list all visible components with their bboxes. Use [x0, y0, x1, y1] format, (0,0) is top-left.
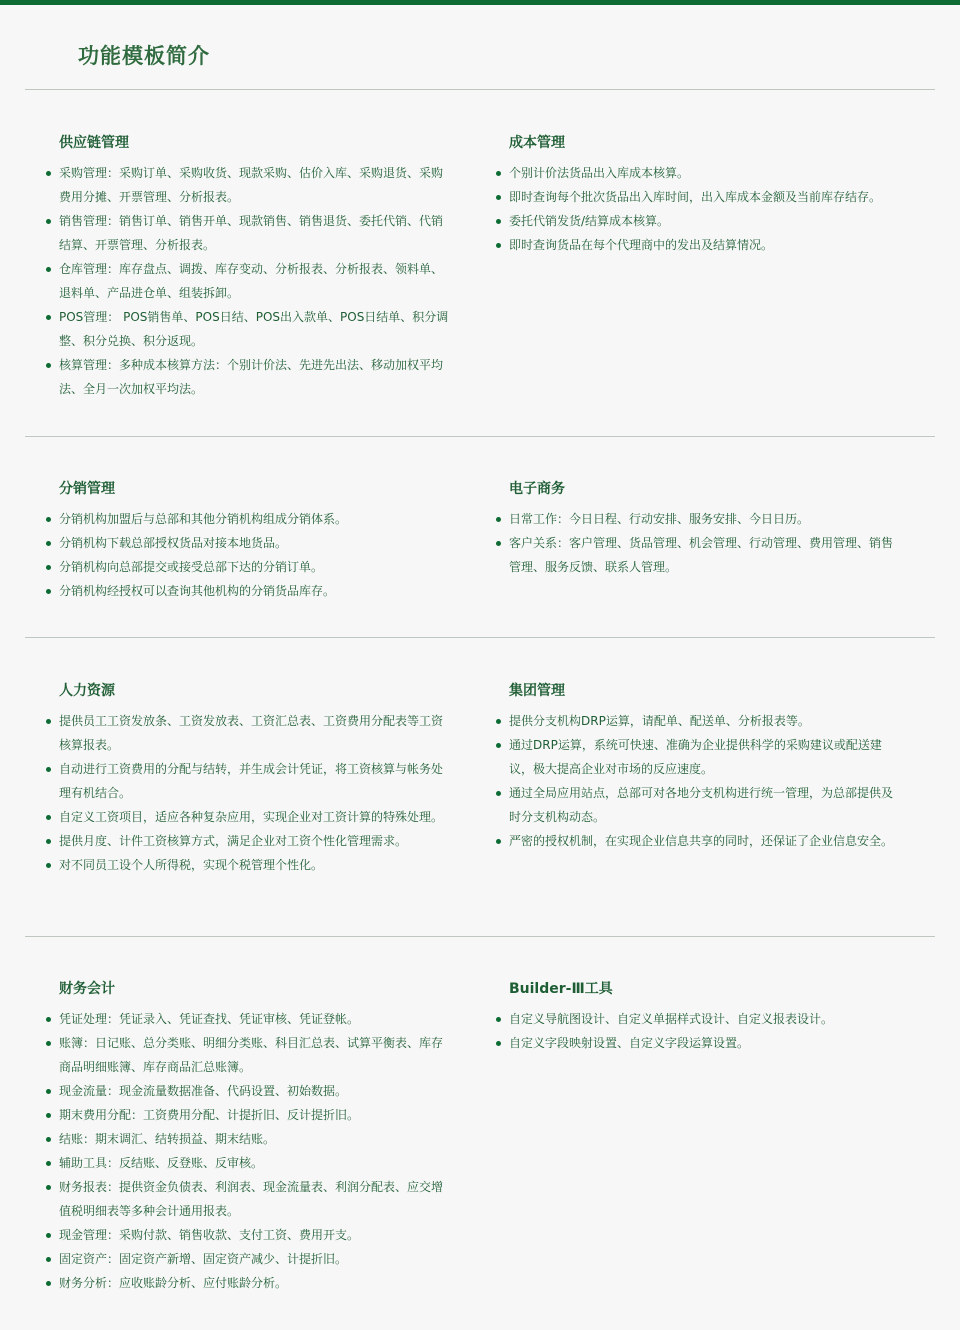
bullet-icon [496, 243, 501, 248]
item-text: 现金流量：现金流量数据准备、代码设置、初始数据。 [59, 1084, 348, 1098]
item-text: 自定义导航图设计、自定义单据样式设计、自定义报表设计。 [509, 1012, 834, 1026]
bullet-icon [496, 1041, 501, 1046]
feature-list [59, 1007, 449, 1295]
item-text: 分销机构经授权可以查询其他机构的分销货品库存。 [59, 584, 336, 598]
bullet-icon [46, 1089, 51, 1094]
bullet-icon [46, 767, 51, 772]
bullet-icon [46, 171, 51, 176]
item-text: 自定义工资项目，适应各种复杂应用，实现企业对工资计算的特殊处理。 [59, 810, 444, 824]
bullet-icon [46, 1281, 51, 1286]
list-item [509, 185, 899, 209]
list-item [59, 805, 449, 829]
item-text: 财务报表：提供资金负债表、利润表、现金流量表、利润分配表、应交增值税明细表等多种会计通用报表。 [59, 1180, 444, 1218]
bullet-icon [496, 1017, 501, 1022]
item-text: 即时查询货品在每个代理商中的发出及结算情况。 [509, 238, 774, 252]
bullet-icon [46, 565, 51, 570]
bullet-icon [46, 1233, 51, 1238]
item-text: 账簿：日记账、总分类账、明细分类账、科目汇总表、试算平衡表、库存商品明细账簿、库存商品汇总账簿。 [59, 1036, 444, 1074]
bullet-icon [46, 267, 51, 272]
bullet-icon [46, 839, 51, 844]
feature-list [59, 161, 449, 401]
list-item [59, 757, 449, 805]
section-divider [25, 436, 935, 437]
item-text: 仓库管理：库存盘点、调拨、库存变动、分析报表、分析报表、领料单、退料单、产品进仓单、组装拆卸。 [59, 262, 444, 300]
item-text: 分销机构加盟后与总部和其他分销机构组成分销体系。 [59, 512, 348, 526]
list-item [509, 1031, 899, 1055]
item-text: POS管理： POS销售单、POS日结、POS出入款单、POS日结单、积分调整、积分兑换、积分返现。 [59, 310, 449, 348]
item-text: 提供分支机构DRP运算，请配单、配送单、分析报表等。 [509, 714, 810, 728]
page-title: 功能模板简介 [78, 44, 210, 68]
list-item [59, 1007, 449, 1031]
item-text: 严密的授权机制，在实现企业信息共享的同时，还保证了企业信息安全。 [509, 834, 894, 848]
list-item [59, 829, 449, 853]
list-item [509, 1007, 899, 1031]
feature-list [509, 161, 899, 257]
list-item [59, 1079, 449, 1103]
item-text: 个别计价法货品出入库成本核算。 [509, 166, 690, 180]
list-item [59, 1223, 449, 1247]
feature-list [509, 1007, 899, 1055]
list-item [59, 209, 449, 257]
bullet-icon [496, 719, 501, 724]
list-item [59, 853, 449, 877]
list-item [59, 531, 449, 555]
section-divider [25, 637, 935, 638]
item-text: 销售管理：销售订单、销售开单、现款销售、销售退货、委托代销、代销结算、开票管理、分析报表。 [59, 214, 444, 252]
item-text: 采购管理：采购订单、采购收货、现款采购、估价入库、采购退货、采购费用分摊、开票管理、分析报表。 [59, 166, 444, 204]
section-divider [25, 89, 935, 90]
list-item [509, 781, 899, 829]
list-item [59, 257, 449, 305]
section-title: 人力资源 [59, 683, 115, 699]
section-title: 供应链管理 [59, 135, 129, 151]
bullet-icon [496, 839, 501, 844]
bullet-icon [46, 1017, 51, 1022]
list-item [59, 353, 449, 401]
list-item [59, 161, 449, 209]
item-text: 财务分析：应收账龄分析、应付账龄分析。 [59, 1276, 288, 1290]
item-text: 提供员工工资发放条、工资发放表、工资汇总表、工资费用分配表等工资核算报表。 [59, 714, 444, 752]
item-text: 分销机构向总部提交或接受总部下达的分销订单。 [59, 560, 324, 574]
list-item [59, 579, 449, 603]
item-text: 客户关系：客户管理、货品管理、机会管理、行动管理、费用管理、销售管理、服务反馈、联系人管理。 [509, 536, 894, 574]
item-text: 核算管理：多种成本核算方法：个别计价法、先进先出法、移动加权平均法、全月一次加权平均法。 [59, 358, 444, 396]
bullet-icon [46, 1113, 51, 1118]
list-item [509, 233, 899, 257]
item-text: 期末费用分配：工资费用分配、计提折旧、反计提折旧。 [59, 1108, 360, 1122]
bullet-icon [46, 1137, 51, 1142]
list-item [59, 1127, 449, 1151]
item-text: 自动进行工资费用的分配与结转，并生成会计凭证，将工资核算与帐务处理有机结合。 [59, 762, 444, 800]
item-text: 凭证处理：凭证录入、凭证查找、凭证审核、凭证登帐。 [59, 1012, 360, 1026]
bullet-icon [496, 171, 501, 176]
section-human-resources [59, 681, 449, 877]
bullet-icon [46, 815, 51, 820]
bullet-icon [46, 541, 51, 546]
item-text: 委托代销发货/结算成本核算。 [509, 214, 670, 228]
item-text: 即时查询每个批次货品出入库时间，出入库成本金额及当前库存结存。 [509, 190, 882, 204]
section-title: 分销管理 [59, 481, 115, 497]
section-title: 集团管理 [509, 683, 565, 699]
list-item [59, 507, 449, 531]
bullet-icon [496, 219, 501, 224]
section-divider [25, 936, 935, 937]
section-e-commerce [509, 479, 899, 579]
section-title: 电子商务 [509, 481, 565, 497]
item-text: 提供月度、计件工资核算方式，满足企业对工资个性化管理需求。 [59, 834, 408, 848]
list-item [59, 1271, 449, 1295]
section-title: Builder-Ⅲ工具 [509, 981, 613, 997]
bullet-icon [496, 517, 501, 522]
item-text: 对不同员工设个人所得税，实现个税管理个性化。 [59, 858, 324, 872]
list-item [59, 555, 449, 579]
list-item [59, 1031, 449, 1079]
bullet-icon [46, 517, 51, 522]
list-item [59, 1175, 449, 1223]
section-builder-tools [509, 979, 899, 1055]
item-text: 通过DRP运算，系统可快速、准确为企业提供科学的采购建议或配送建议，极大提高企业对市场的反应速度。 [509, 738, 882, 776]
bullet-icon [46, 315, 51, 320]
list-item [59, 305, 449, 353]
section-cost-management [509, 133, 899, 257]
bullet-icon [46, 219, 51, 224]
list-item [509, 531, 899, 579]
bullet-icon [46, 1161, 51, 1166]
feature-list [59, 709, 449, 877]
section-supply-chain [59, 133, 449, 401]
list-item [509, 829, 899, 853]
item-text: 结账：期末调汇、结转损益、期末结账。 [59, 1132, 276, 1146]
feature-list [509, 507, 899, 579]
list-item [509, 507, 899, 531]
section-group-management [509, 681, 899, 853]
bullet-icon [46, 589, 51, 594]
bullet-icon [46, 1257, 51, 1262]
list-item [59, 1247, 449, 1271]
list-item [59, 709, 449, 757]
bullet-icon [496, 791, 501, 796]
bullet-icon [46, 363, 51, 368]
section-distribution [59, 479, 449, 603]
bullet-icon [46, 1185, 51, 1190]
section-title: 财务会计 [59, 981, 115, 997]
list-item [509, 733, 899, 781]
section-financial-accounting [59, 979, 449, 1295]
item-text: 固定资产：固定资产新增、固定资产减少、计提折旧。 [59, 1252, 348, 1266]
section-title: 成本管理 [509, 135, 565, 151]
item-text: 日常工作：今日日程、行动安排、服务安排、今日日历。 [509, 512, 810, 526]
list-item [509, 709, 899, 733]
bullet-icon [496, 743, 501, 748]
item-text: 自定义字段映射设置、自定义字段运算设置。 [509, 1036, 750, 1050]
item-text: 辅助工具：反结账、反登账、反审核。 [59, 1156, 264, 1170]
bullet-icon [496, 541, 501, 546]
list-item [509, 209, 899, 233]
top-accent-bar [0, 0, 960, 5]
bullet-icon [46, 863, 51, 868]
bullet-icon [46, 719, 51, 724]
list-item [59, 1151, 449, 1175]
item-text: 分销机构下载总部授权货品对接本地货品。 [59, 536, 288, 550]
list-item [509, 161, 899, 185]
bullet-icon [46, 1041, 51, 1046]
item-text: 通过全局应用站点，总部可对各地分支机构进行统一管理，为总部提供及时分支机构动态。 [509, 786, 894, 824]
feature-list [509, 709, 899, 853]
bullet-icon [496, 195, 501, 200]
list-item [59, 1103, 449, 1127]
item-text: 现金管理：采购付款、销售收款、支付工资、费用开支。 [59, 1228, 360, 1242]
feature-list [59, 507, 449, 603]
